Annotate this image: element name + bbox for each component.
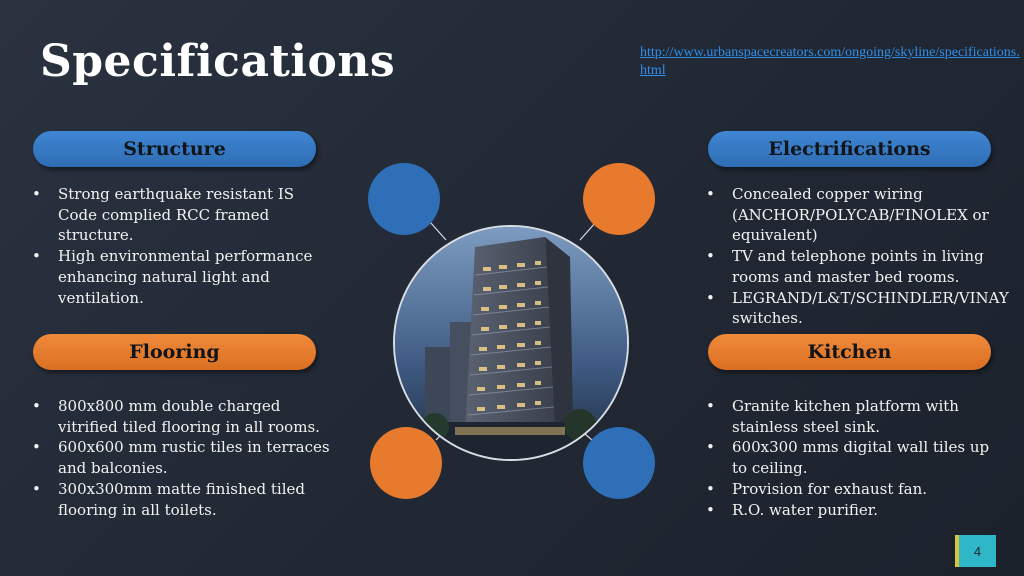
list-item: • TV and telephone points in living rooms and master bed rooms. [706,246,994,287]
blue-circle-bottom [583,427,655,499]
list-item: • LEGRAND/L&T/SCHINDLER/VINAY switches. [706,288,994,329]
list-item: • High environmental performance enhancing natural light and ventilation. [32,246,317,308]
electrifications-header: Electrifications [708,131,991,167]
page-number-badge: 4 [955,535,996,567]
list-item: • 300x300mm matte finished tiled flooring in all toilets. [32,479,332,520]
blue-circle-top [368,163,440,235]
list-item: • 600x300 mms digital wall tiles up to ceiling. [706,437,998,478]
building-image [393,225,629,461]
structure-header: Structure [33,131,316,167]
list-item: • Strong earthquake resistant IS Code complied RCC framed structure. [32,184,317,246]
list-item: • Granite kitchen platform with stainless steel sink. [706,396,998,437]
list-item: • 600x600 mm rustic tiles in terraces and balconies. [32,437,332,478]
orange-circle-top [583,163,655,235]
slide-title: Specifications [40,36,396,87]
list-item: • Provision for exhaust fan. [706,479,998,500]
building-illustration [395,227,627,459]
specifications-link[interactable]: http://www.urbanspacecreators.com/ongoing/skyline/specifications.html [640,45,1020,78]
flooring-header: Flooring [33,334,316,370]
list-item: • Concealed copper wiring (ANCHOR/POLYCAB/FINOLEX or equivalent) [706,184,994,246]
list-item: • 800x800 mm double charged vitrified tiled flooring in all rooms. [32,396,332,437]
orange-circle-bottom [370,427,442,499]
kitchen-header: Kitchen [708,334,991,370]
connector-line [430,222,446,240]
list-item: • R.O. water purifier. [706,500,998,521]
